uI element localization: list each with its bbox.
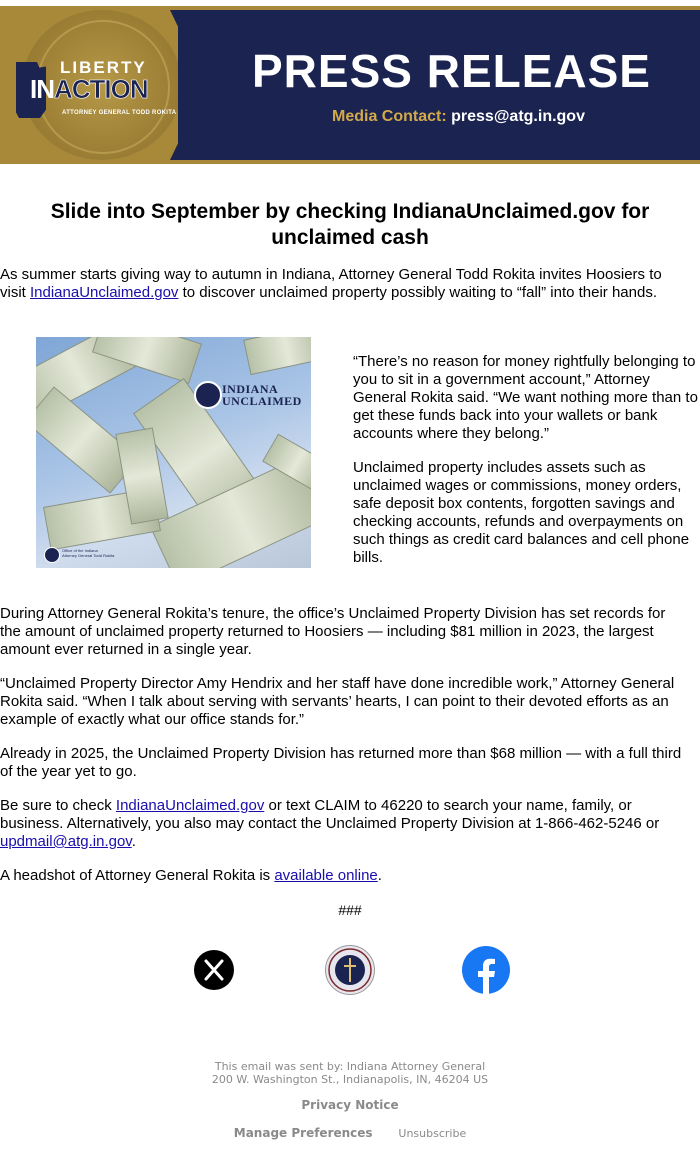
press-release-banner xyxy=(0,0,700,166)
footer-address: 200 W. Washington St., Indianapolis, IN, 46204 US xyxy=(211,1073,489,1086)
end-mark: ### xyxy=(338,902,362,918)
manage-preferences-link[interactable]: Manage Preferences xyxy=(233,1126,373,1140)
headshot-text-2: . xyxy=(377,867,382,884)
logo-inaction-text xyxy=(30,74,148,105)
check-paragraph xyxy=(0,797,690,851)
check-text-2: or text CLAIM to 46220 to search your name, family, or business. Alternatively, you also may contact the Unclaimed Property Division at 1-866-462-5246 or xyxy=(0,797,660,832)
check-text-1: Be sure to check xyxy=(0,797,116,814)
photo-caption-1: Office of the Indiana xyxy=(62,548,98,553)
photo-caption-2: Attorney General Todd Rokita xyxy=(62,553,115,558)
updmail-link[interactable]: updmail@atg.in.gov xyxy=(0,833,132,850)
press-release-title: PRESS RELEASE xyxy=(252,45,651,97)
x-icon[interactable] xyxy=(194,950,234,990)
facebook-icon[interactable] xyxy=(462,946,510,994)
media-contact-email[interactable]: press@atg.in.gov xyxy=(451,108,585,125)
logo-action: ACTION xyxy=(54,74,148,104)
intro-paragraph xyxy=(0,266,690,302)
quote-paragraph: “There’s no reason for money rightfully belonging to you to sit in a government account,” Attorney General Rokita said. “We want nothing more than to get these funds back into your wallets or bank accounts where they belong.” xyxy=(353,353,698,442)
money-bill xyxy=(243,337,311,375)
unsubscribe-link[interactable]: Unsubscribe xyxy=(398,1127,467,1140)
logo-in: IN xyxy=(30,74,54,104)
tenure-paragraph: During Attorney General Rokita’s tenure, the office’s Unclaimed Property Division has set records for the amount of unclaimed property returned to Hoosiers — including $81 million in 2023, the largest amount ever returned in a single year. xyxy=(0,605,666,658)
photo-caption xyxy=(62,548,114,558)
headshot-text-1: A headshot of Attorney General Rokita is xyxy=(0,867,275,884)
logo-ag-text: ATTORNEY GENERAL TODD ROKITA xyxy=(62,110,177,116)
headline: Slide into September by checking IndianaUnclaimed.gov for unclaimed cash xyxy=(50,200,650,249)
dollar-badge-icon xyxy=(194,381,222,409)
footer-links xyxy=(0,1126,700,1140)
indiana-unclaimed-photo xyxy=(36,337,311,568)
media-contact xyxy=(332,108,585,126)
privacy-notice-link[interactable]: Privacy Notice xyxy=(301,1098,399,1112)
indiana-unclaimed-logo xyxy=(194,377,306,417)
intro-text-1: As summer starts giving way to autumn in Indiana, Attorney General Todd Rokita invites Hoosiers to visit xyxy=(0,266,662,301)
available-online-link[interactable]: available online xyxy=(274,867,378,884)
logo-line-2: UNCLAIMED xyxy=(222,394,302,408)
media-contact-label: Media Contact: xyxy=(332,108,447,125)
footer-sent-by: This email was sent by: Indiana Attorney General xyxy=(214,1060,486,1073)
headshot-paragraph xyxy=(0,867,690,885)
returned-2025-paragraph: Already in 2025, the Unclaimed Property Division has returned more than $68 million — with a full third of the year yet to go. xyxy=(0,745,682,780)
footer-sender xyxy=(0,1060,700,1086)
ag-seal-small-icon xyxy=(44,547,60,563)
hendrix-paragraph: “Unclaimed Property Director Amy Hendrix and her staff have done incredible work,” Attorney General Rokita said. “When I talk about serving with servants’ hearts, I can point to their devoted efforts as an example of exactly what our office stands for.” xyxy=(0,675,675,728)
logo-liberty-text: LIBERTY xyxy=(60,58,147,77)
indiana-unclaimed-link-2[interactable]: IndianaUnclaimed.gov xyxy=(115,797,265,814)
ag-seal-icon[interactable] xyxy=(325,945,375,995)
check-text-3: . xyxy=(131,833,136,850)
unclaimed-definition-paragraph: Unclaimed property includes assets such as unclaimed wages or commissions, money orders, safe deposit box contents, forgotten savings and checking accounts, refunds and overpayments on such things as credit card balances and cell phone bills. xyxy=(353,459,690,566)
logo-line-1: INDIANA xyxy=(222,382,279,396)
intro-text-2: to discover unclaimed property possibly waiting to “fall” into their hands. xyxy=(178,284,658,301)
indiana-unclaimed-link[interactable]: IndianaUnclaimed.gov xyxy=(30,284,179,301)
